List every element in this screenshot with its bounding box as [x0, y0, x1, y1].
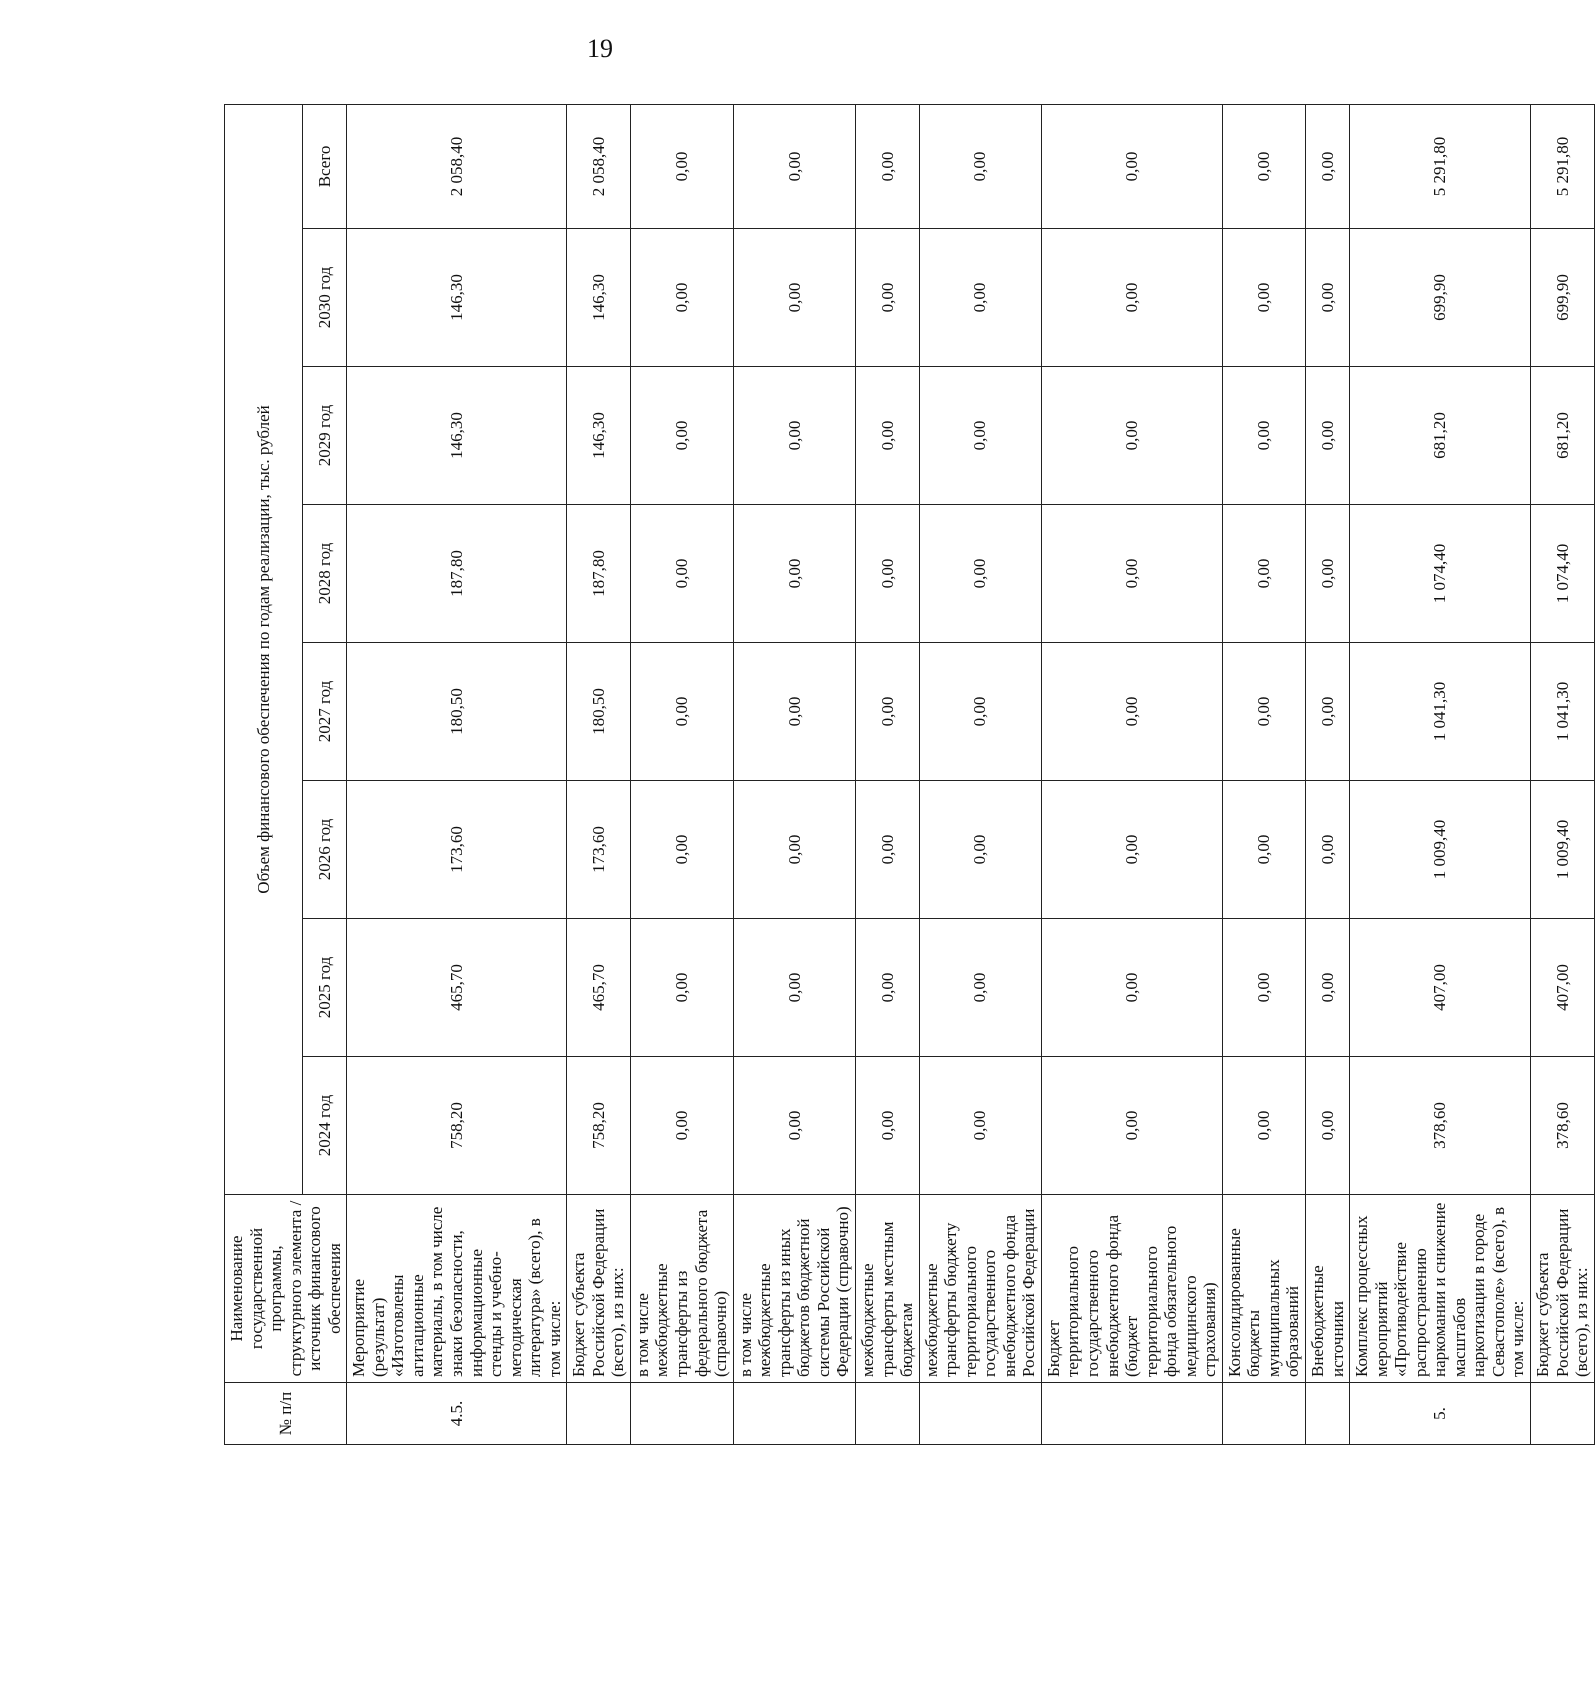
value-cell: 187,80 [567, 505, 631, 643]
value-cell: 0,00 [1305, 643, 1349, 781]
row-index [630, 1383, 733, 1445]
value-cell: 0,00 [630, 781, 733, 919]
value-cell: 681,20 [1350, 367, 1531, 505]
value-cell: 465,70 [347, 919, 567, 1057]
value-cell: 0,00 [1222, 505, 1305, 643]
value-cell: 0,00 [733, 643, 855, 781]
value-cell: 0,00 [855, 367, 919, 505]
value-cell: 173,60 [567, 781, 631, 919]
value-cell: 0,00 [733, 1057, 855, 1195]
value-cell: 0,00 [1222, 919, 1305, 1057]
table-row [567, 104, 631, 1444]
year-header: 2025 год [303, 919, 347, 1057]
value-cell: 0,00 [1305, 781, 1349, 919]
volume-group-header: Объем финансового обеспечения по годам реализации, тыс. рублей [225, 104, 303, 1194]
row-index [1531, 1383, 1595, 1445]
value-cell: 0,00 [919, 229, 1041, 367]
value-cell: 0,00 [733, 505, 855, 643]
year-header: 2030 год [303, 229, 347, 367]
value-cell: 0,00 [1041, 1057, 1222, 1195]
year-header: 2028 год [303, 505, 347, 643]
value-cell: 0,00 [630, 919, 733, 1057]
value-cell: 0,00 [1305, 505, 1349, 643]
total-cell: 0,00 [630, 104, 733, 228]
value-cell: 0,00 [1222, 643, 1305, 781]
row-index [567, 1383, 631, 1445]
value-cell: 0,00 [919, 505, 1041, 643]
value-cell: 1 009,40 [1531, 781, 1595, 919]
index-column-header: № п/п [225, 1383, 347, 1445]
year-header: 2027 год [303, 643, 347, 781]
value-cell: 0,00 [1305, 229, 1349, 367]
value-cell: 187,80 [347, 505, 567, 643]
value-cell: 0,00 [855, 505, 919, 643]
row-index [1222, 1383, 1305, 1445]
row-name: в том числе межбюджетные трансферты из федерального бюджета (справочно) [630, 1195, 733, 1383]
row-name: Комплекс процессных мероприятий «Противодействие распространению наркомании и снижение масштабов наркотизации в городе Севастополе» (всего), в том числе: [1350, 1195, 1531, 1383]
table-row [630, 104, 733, 1444]
value-cell: 0,00 [733, 229, 855, 367]
value-cell: 0,00 [855, 781, 919, 919]
row-index [733, 1383, 855, 1445]
table-row [1222, 104, 1305, 1444]
value-cell: 0,00 [630, 505, 733, 643]
value-cell: 1 074,40 [1531, 505, 1595, 643]
row-name: Бюджет субъекта Российской Федерации (всего), из них: [567, 1195, 631, 1383]
value-cell: 0,00 [919, 643, 1041, 781]
total-cell: 5 291,80 [1350, 104, 1531, 228]
value-cell: 0,00 [1222, 229, 1305, 367]
value-cell: 0,00 [855, 229, 919, 367]
value-cell: 0,00 [855, 1057, 919, 1195]
row-name: Внебюджетные источники [1305, 1195, 1349, 1383]
year-header: 2029 год [303, 367, 347, 505]
value-cell: 1 041,30 [1531, 643, 1595, 781]
value-cell: 378,60 [1531, 1057, 1595, 1195]
value-cell: 407,00 [1350, 919, 1531, 1057]
value-cell: 0,00 [733, 367, 855, 505]
value-cell: 699,90 [1350, 229, 1531, 367]
value-cell: 407,00 [1531, 919, 1595, 1057]
value-cell: 0,00 [630, 367, 733, 505]
page-number: 19 [587, 34, 613, 63]
total-cell: 0,00 [733, 104, 855, 228]
value-cell: 699,90 [1531, 229, 1595, 367]
value-cell: 0,00 [630, 1057, 733, 1195]
value-cell: 146,30 [567, 367, 631, 505]
value-cell: 1 009,40 [1350, 781, 1531, 919]
row-index [1305, 1383, 1349, 1445]
row-index: 4.5. [347, 1383, 567, 1445]
table-row [1350, 104, 1531, 1444]
value-cell: 681,20 [1531, 367, 1595, 505]
value-cell: 180,50 [347, 643, 567, 781]
value-cell: 0,00 [919, 367, 1041, 505]
value-cell: 465,70 [567, 919, 631, 1057]
value-cell: 0,00 [919, 781, 1041, 919]
value-cell: 0,00 [1041, 781, 1222, 919]
value-cell: 0,00 [1305, 1057, 1349, 1195]
value-cell: 758,20 [347, 1057, 567, 1195]
total-cell: 2 058,40 [567, 104, 631, 228]
value-cell: 0,00 [733, 781, 855, 919]
table-row [855, 104, 919, 1444]
row-name: межбюджетные трансферты бюджету территориального государственного внебюджетного фонда Российской Федерации [919, 1195, 1041, 1383]
value-cell: 378,60 [1350, 1057, 1531, 1195]
value-cell: 146,30 [347, 229, 567, 367]
row-name: Бюджет территориального государственного внебюджетного фонда (бюджет территориального фонда обязательного медицинского страхования) [1041, 1195, 1222, 1383]
value-cell: 0,00 [630, 229, 733, 367]
row-name: в том числе межбюджетные трансферты из иных бюджетов бюджетной системы Российской Федерации (справочно) [733, 1195, 855, 1383]
value-cell: 0,00 [1222, 1057, 1305, 1195]
table-row [1531, 104, 1595, 1444]
row-name: Бюджет субъекта Российской Федерации (всего), из них: [1531, 1195, 1595, 1383]
financing-table-wrapper [224, 105, 1592, 1445]
value-cell: 0,00 [1222, 367, 1305, 505]
total-header: Всего [303, 104, 347, 228]
value-cell: 0,00 [919, 919, 1041, 1057]
value-cell: 173,60 [347, 781, 567, 919]
table-row [1041, 104, 1222, 1444]
year-header: 2026 год [303, 781, 347, 919]
year-header: 2024 год [303, 1057, 347, 1195]
row-name: Консолидированные бюджеты муниципальных образований [1222, 1195, 1305, 1383]
row-index [1041, 1383, 1222, 1445]
value-cell: 0,00 [855, 919, 919, 1057]
table-row [347, 104, 567, 1444]
value-cell: 0,00 [1041, 505, 1222, 643]
total-cell: 0,00 [1041, 104, 1222, 228]
value-cell: 1 041,30 [1350, 643, 1531, 781]
value-cell: 146,30 [567, 229, 631, 367]
total-cell: 0,00 [855, 104, 919, 228]
name-column-header: Наименование государственной программы, структурного элемента / источник финансового обеспечения [225, 1195, 347, 1383]
value-cell: 1 074,40 [1350, 505, 1531, 643]
table-row [1305, 104, 1349, 1444]
value-cell: 0,00 [630, 643, 733, 781]
value-cell: 0,00 [1222, 781, 1305, 919]
value-cell: 0,00 [855, 643, 919, 781]
value-cell: 0,00 [919, 1057, 1041, 1195]
row-index: 5. [1350, 1383, 1531, 1445]
total-cell: 0,00 [919, 104, 1041, 228]
row-name: межбюджетные трансферты местным бюджетам [855, 1195, 919, 1383]
value-cell: 0,00 [1041, 229, 1222, 367]
value-cell: 180,50 [567, 643, 631, 781]
table-row [733, 104, 855, 1444]
total-cell: 5 291,80 [1531, 104, 1595, 228]
row-index [919, 1383, 1041, 1445]
value-cell: 0,00 [1041, 367, 1222, 505]
value-cell: 0,00 [1041, 919, 1222, 1057]
value-cell: 0,00 [1041, 643, 1222, 781]
row-index [855, 1383, 919, 1445]
table-row [919, 104, 1041, 1444]
total-cell: 0,00 [1222, 104, 1305, 228]
total-cell: 2 058,40 [347, 104, 567, 228]
value-cell: 758,20 [567, 1057, 631, 1195]
row-name: Мероприятие (результат) «Изготовлены агитационные материалы, в том числе знаки безопасности, информационные стенды и учебно-методическая литература» (всего), в том числе: [347, 1195, 567, 1383]
value-cell: 0,00 [1305, 367, 1349, 505]
value-cell: 0,00 [1305, 919, 1349, 1057]
value-cell: 0,00 [733, 919, 855, 1057]
financing-table [224, 104, 1595, 1445]
total-cell: 0,00 [1305, 104, 1349, 228]
value-cell: 146,30 [347, 367, 567, 505]
